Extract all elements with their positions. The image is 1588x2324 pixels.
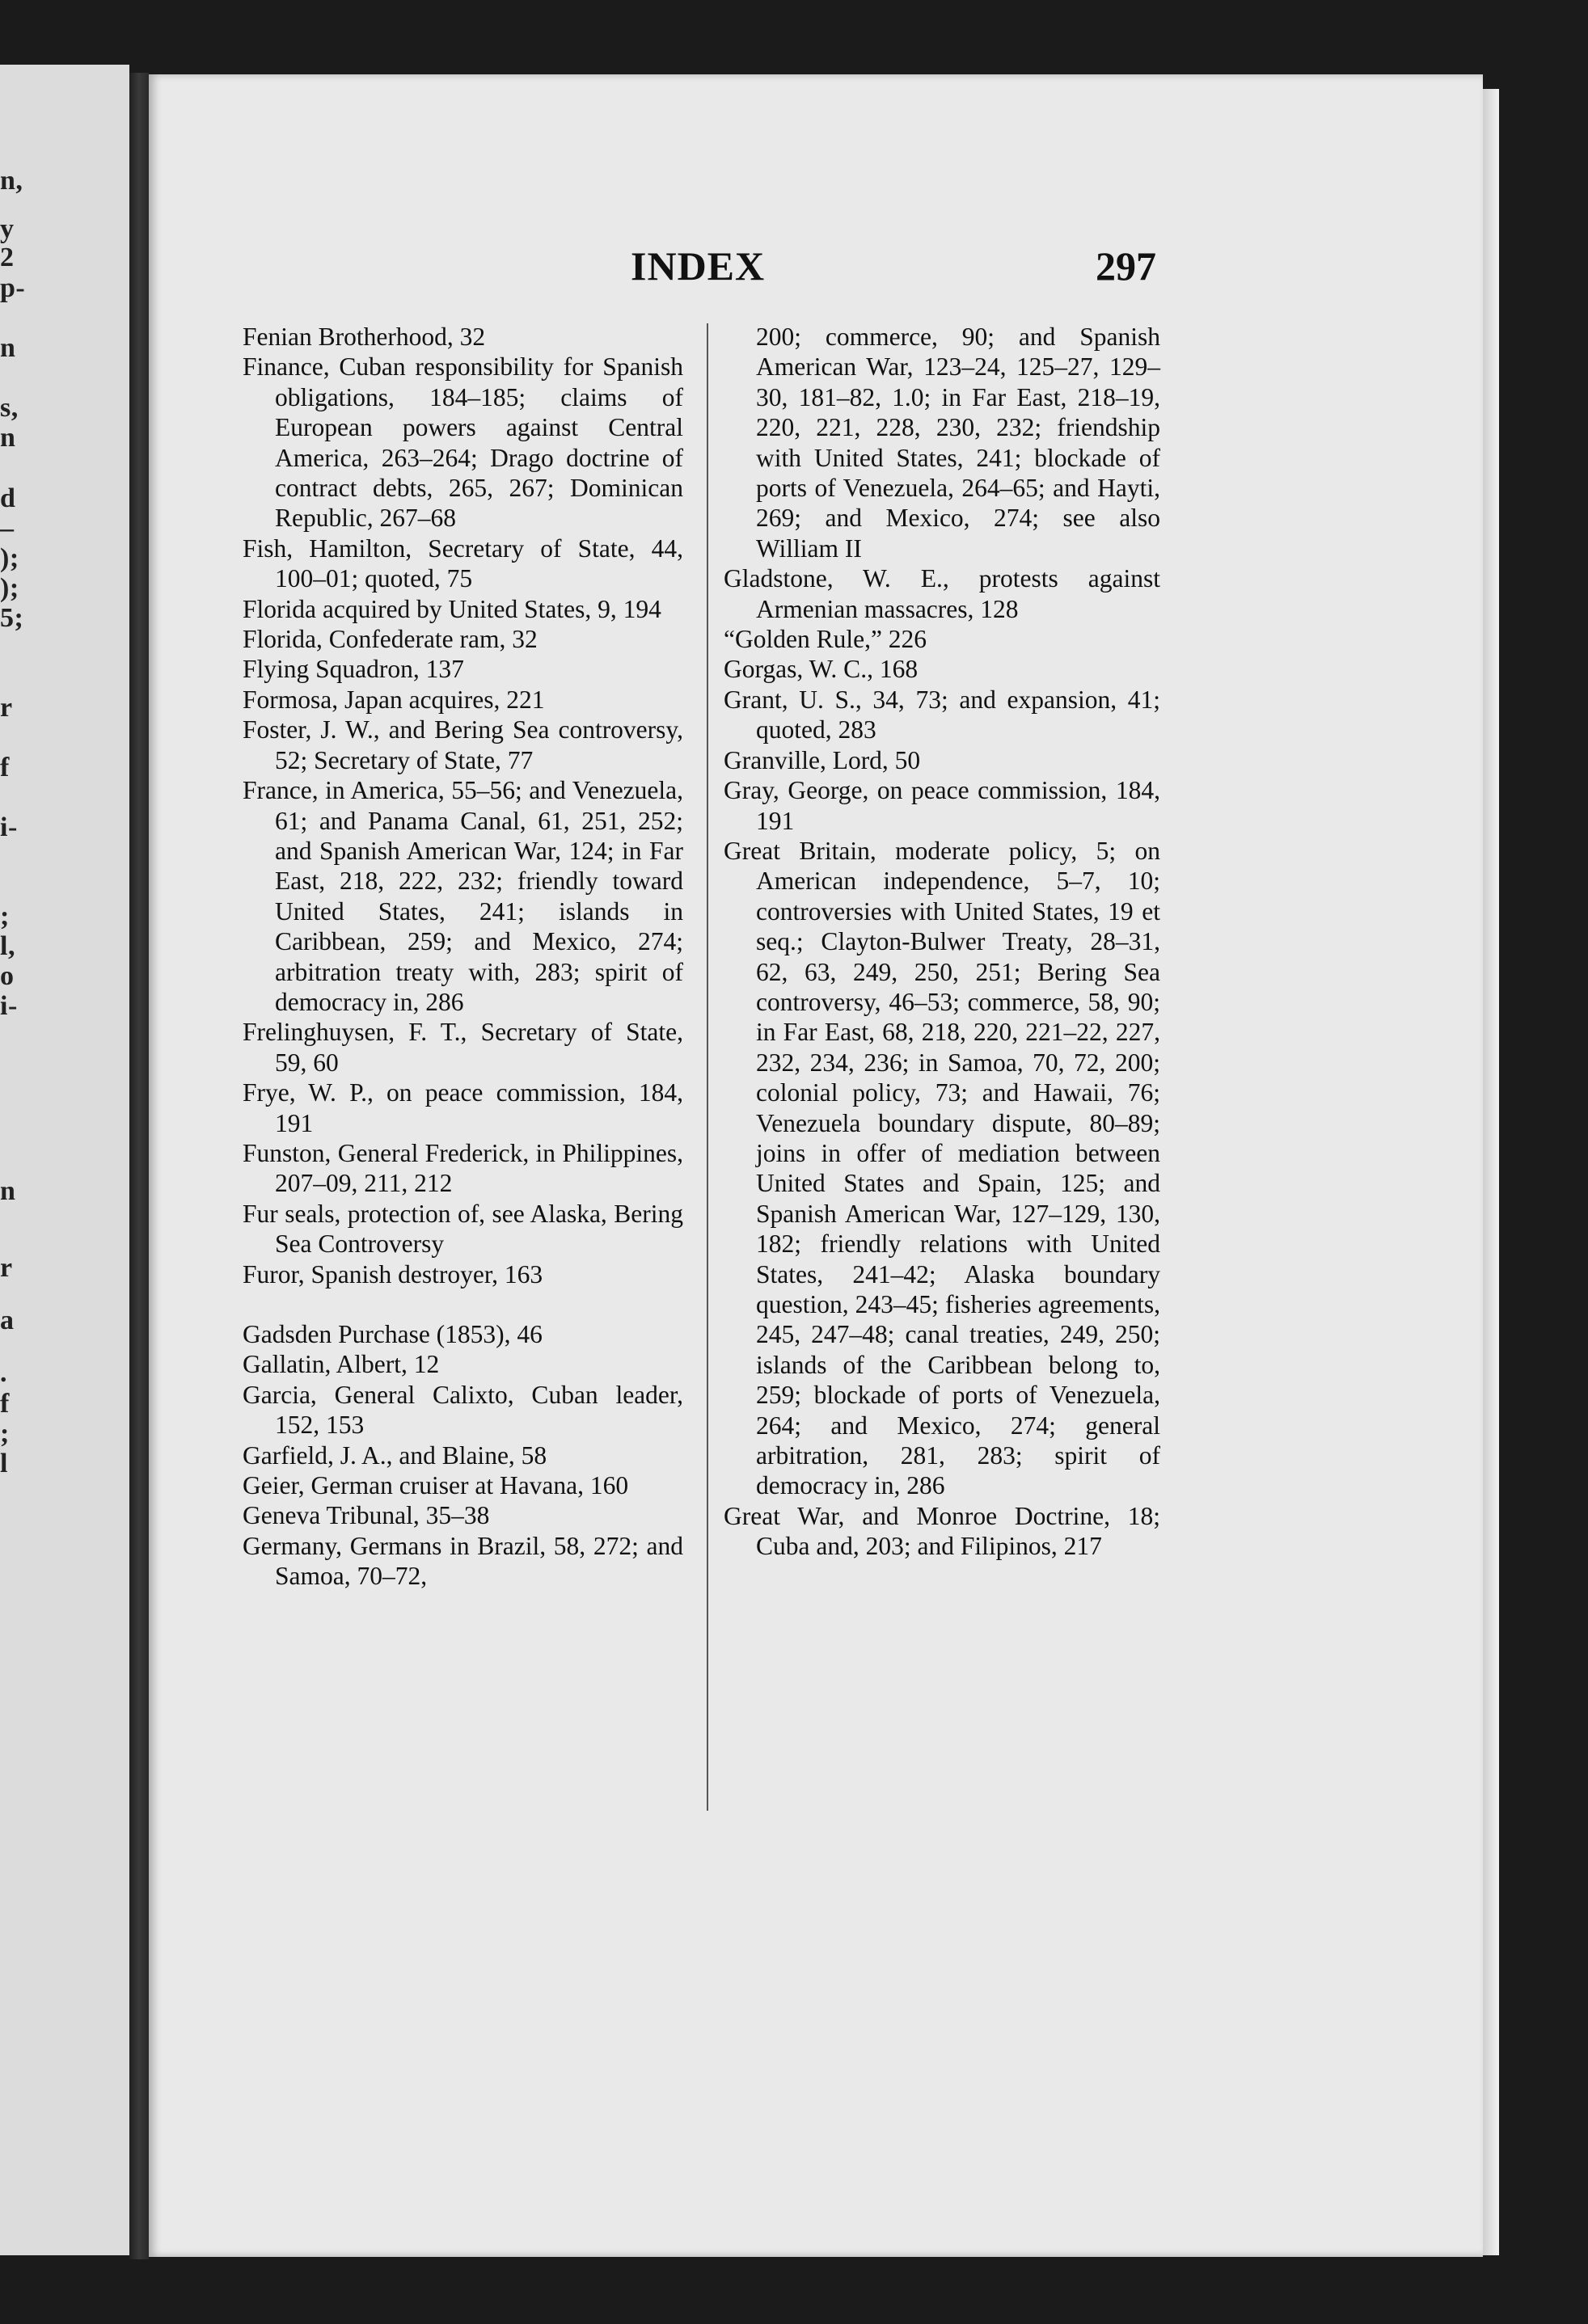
index-entry: Gladstone, W. E., protests against Armenian massacres, 128 [724, 564, 1160, 623]
facing-page-fragment: n [0, 423, 16, 453]
facing-page [0, 65, 129, 2255]
index-entry: Geier, German cruiser at Havana, 160 [243, 1471, 629, 1500]
facing-page-fragment: . [0, 1358, 7, 1388]
index-entry: Furor, Spanish destroyer, 163 [243, 1259, 543, 1289]
facing-page-fragment: n, [0, 166, 23, 196]
index-entry: Granville, Lord, 50 [724, 745, 921, 774]
index-entry: Germany, Germans in Brazil, 58, 272; and Samoa, 70–72, [243, 1531, 683, 1591]
facing-page-fragment: r [0, 693, 13, 723]
facing-page-fragment: y [0, 214, 15, 244]
index-entry: Florida acquired by United States, 9, 194 [243, 594, 661, 623]
index-column-right [724, 322, 1160, 1562]
facing-page-fragment: n [0, 1176, 16, 1206]
index-entry: Great War, and Monroe Doctrine, 18; Cuba and, 203; and Filipinos, 217 [724, 1501, 1160, 1561]
page-number: 297 [1096, 243, 1156, 289]
facing-page-fragment: ); [0, 543, 19, 573]
book-spine [129, 73, 149, 2259]
facing-page-fragment: – [0, 513, 15, 543]
facing-page-fragment: d [0, 483, 16, 513]
index-entry: Funston, General Frederick, in Philippines, 207–09, 211, 212 [243, 1138, 683, 1198]
index-entry: Florida, Confederate ram, 32 [243, 625, 538, 654]
facing-page-fragments [0, 65, 129, 2255]
index-entry: Frelinghuysen, F. T., Secretary of State, 59, 60 [243, 1018, 683, 1077]
index-entry-continued: 200; commerce, 90; and Spanish American War, 123–24, 125–27, 129–30, 181–82, 1.0; in Far East, 218–19, 220, 221, 228, 230, 232; friendship with United States, 241; blockade of ports of Venezuela, 264–65; and Hayti, 269; and Mexico, 274; see also William II [756, 323, 1160, 563]
facing-page-fragment: 5; [0, 603, 24, 633]
index-entry: Geneva Tribunal, 35–38 [243, 1501, 490, 1530]
index-entry: “Golden Rule,” 226 [724, 625, 927, 654]
facing-page-fragment: ; [0, 901, 10, 931]
facing-page-fragment: s, [0, 393, 19, 423]
index-column-left [243, 322, 683, 1592]
index-entry: Gray, George, on peace commission, 184, 191 [724, 776, 1160, 835]
index-entry: Gorgas, W. C., 168 [724, 655, 919, 684]
index-entry: Gallatin, Albert, 12 [243, 1350, 440, 1379]
facing-page-fragment: 2 [0, 243, 15, 272]
column-divider [707, 323, 708, 1811]
facing-page-fragment: i- [0, 991, 18, 1021]
facing-page-fragment: f [0, 1389, 10, 1419]
facing-page-fragment: n [0, 333, 16, 363]
index-entry: Fish, Hamilton, Secretary of State, 44, 100–01; quoted, 75 [243, 534, 683, 593]
page-title: INDEX [631, 243, 766, 289]
page-edge [1483, 89, 1499, 2255]
facing-page-fragment: ; [0, 1419, 10, 1449]
index-entry: Garcia, General Calixto, Cuban leader, 152, 153 [243, 1380, 683, 1440]
facing-page-fragment: l, [0, 931, 15, 961]
index-entry: Garfield, J. A., and Blaine, 58 [243, 1440, 547, 1470]
index-entry: Grant, U. S., 34, 73; and expansion, 41; quoted, 283 [724, 685, 1160, 744]
index-entry: Finance, Cuban responsibility for Spanish obligations, 184–185; claims of European powers against Central America, 263–264; Drago doctrine of contract debts, 265, 267; Dominican Republic, 267–68 [243, 352, 683, 533]
index-entry: Flying Squadron, 137 [243, 655, 464, 684]
facing-page-fragment: i- [0, 812, 18, 842]
facing-page-fragment: ); [0, 573, 19, 603]
facing-page-fragment: l [0, 1449, 8, 1478]
index-entry: Fur seals, protection of, see Alaska, Bering Sea Controversy [243, 1199, 683, 1259]
index-entry: Gadsden Purchase (1853), 46 [243, 1320, 543, 1348]
facing-page-fragment: a [0, 1305, 15, 1335]
facing-page-fragment: o [0, 961, 15, 991]
index-entry: Foster, J. W., and Bering Sea controversy, 52; Secretary of State, 77 [243, 715, 683, 774]
index-entry: Fenian Brotherhood, 32 [243, 323, 486, 351]
index-entry: Formosa, Japan acquires, 221 [243, 685, 545, 714]
index-entry: France, in America, 55–56; and Venezuela, 61; and Panama Canal, 61, 251, 252; and Spanish American War, 124; in Far East, 218, 222, 232; friendly toward United States, 241; islands in Caribbean, 259; and Mexico, 274; arbitration treaty with, 283; spirit of democracy in, 286 [243, 776, 683, 1016]
index-entry: Great Britain, moderate policy, 5; on American independence, 5–7, 10; controversies with United States, 19 et seq.; Clayton-Bulwer Treaty, 28–31, 62, 63, 249, 250, 251; Bering Sea controversy, 46–53; commerce, 58, 90; in Far East, 68, 218, 220, 221–22, 227, 232, 234, 236; in Samoa, 70, 72, 200; colonial policy, 73; and Hawaii, 76; Venezuela boundary dispute, 80–89; joins in offer of mediation between United States and Spain, 125; and Spanish American War, 127–129, 130, 182; friendly relations with United States, 241–42; Alaska boundary question, 243–45; fisheries agreements, 245, 247–48; canal treaties, 249, 250; islands of the Caribbean belong to, 259; blockade of ports of Venezuela, 264; and Mexico, 274; general arbitration, 281, 283; spirit of democracy in, 286 [724, 836, 1160, 1500]
facing-page-fragment: p- [0, 273, 26, 303]
facing-page-fragment: f [0, 753, 10, 782]
index-entry: Frye, W. P., on peace commission, 184, 191 [243, 1078, 683, 1137]
facing-page-fragment: r [0, 1253, 13, 1283]
